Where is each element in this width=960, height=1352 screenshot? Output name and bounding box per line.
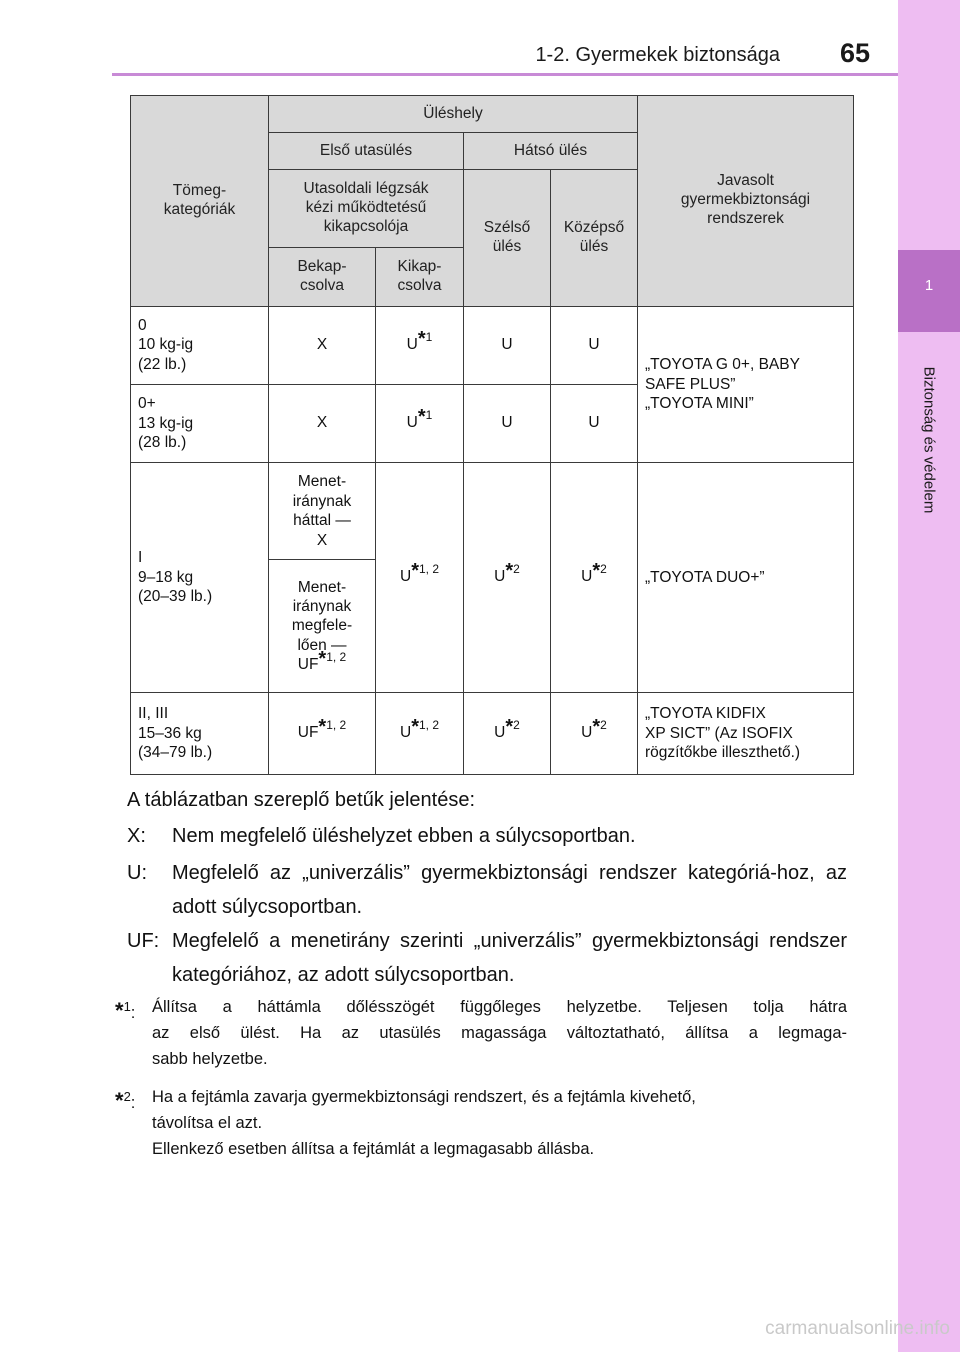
- footnote-marker: *$^1$:: [115, 998, 136, 1023]
- legend-item-x: [127, 819, 847, 853]
- watermark: carmanualsonline.info: [765, 1318, 950, 1339]
- center-seat-cell: U: [551, 306, 638, 384]
- rear-facing-cell: Menet- iránynak háttal — X: [269, 463, 376, 560]
- legend-item-uf: [127, 924, 847, 992]
- chapter-title: Biztonság és védelem: [920, 366, 938, 514]
- legend-text: Megfelelő az „univerzális” gyermekbiztonsági rendszer kategóriá-hoz, az adott súlycsoportban.: [172, 862, 847, 918]
- header-outboard-seat: Szélső ülés: [464, 170, 551, 306]
- header-rule: [112, 73, 898, 76]
- footnote-line: sabb helyzetbe.: [152, 1050, 268, 1068]
- center-seat-cell: U: [551, 384, 638, 462]
- child-restraint-compatibility-table: [130, 95, 854, 775]
- footnote-2: [115, 1084, 847, 1162]
- airbag-off-cell: U*$^{1, 2}$: [376, 463, 464, 693]
- airbag-on-cell: UF*$^{1, 2}$: [269, 692, 376, 774]
- legend-text: Megfelelő a menetirány szerinti „univerzális” gyermekbiztonsági rendszer kategóriához, az adott súlycsoportban.: [172, 930, 847, 986]
- recommended-systems-cell: „TOYOTA DUO+”: [638, 463, 854, 693]
- footnote-line: Állítsa a háttámla dőlésszögét függőleges helyzetbe. Teljesen tolja hátra: [152, 998, 847, 1016]
- footnote-1: [115, 994, 847, 1072]
- legend-text: Nem megfelelő üléshelyzet ebben a súlycsoportban.: [172, 825, 636, 847]
- outboard-seat-cell: U: [464, 306, 551, 384]
- weight-group-cell: 0+ 13 kg-ig (28 lb.): [131, 384, 269, 462]
- center-seat-cell: U*$^2$: [551, 463, 638, 693]
- table-row: [131, 463, 854, 560]
- footnote-line: távolítsa el azt.: [152, 1114, 263, 1132]
- header-airbag-off: Kikap- csolva: [376, 248, 464, 306]
- outboard-seat-cell: U*$^2$: [464, 463, 551, 693]
- footnote-marker: *$^2$:: [115, 1088, 136, 1113]
- table-row: [131, 692, 854, 774]
- footnote-line: Ha a fejtámla zavarja gyermekbiztonsági rendszert, és a fejtámla kivehető,: [152, 1088, 696, 1106]
- outboard-seat-cell: U: [464, 384, 551, 462]
- footnote-line: Ellenkező esetben állítsa a fejtámlát a legmagasabb állásba.: [152, 1140, 595, 1158]
- airbag-off-cell: U*$^{1, 2}$: [376, 692, 464, 774]
- section-title: 1-2. Gyermekek biztonsága: [535, 44, 780, 66]
- chapter-side-strip: [898, 0, 960, 1352]
- legend-code: U:: [127, 862, 147, 884]
- legend-title: A táblázatban szereplő betűk jelentése:: [127, 789, 476, 811]
- legend-item-u: [127, 856, 847, 924]
- center-seat-cell: U*$^2$: [551, 692, 638, 774]
- chapter-number-tab: 1: [898, 250, 960, 332]
- legend-code: UF:: [127, 930, 160, 952]
- outboard-seat-cell: U*$^2$: [464, 692, 551, 774]
- airbag-off-cell: U*$^1$: [376, 384, 464, 462]
- header-front-passenger-seat: Első utasülés: [269, 133, 464, 170]
- table-row: [131, 306, 854, 384]
- airbag-off-cell: U*$^1$: [376, 306, 464, 384]
- weight-group-cell: 0 10 kg-ig (22 lb.): [131, 306, 269, 384]
- airbag-on-cell: X: [269, 384, 376, 462]
- header-airbag-on: Bekap- csolva: [269, 248, 376, 306]
- header-airbag-switch: Utasoldali légzsák kézi működtetésű kikapcsolója: [269, 170, 464, 248]
- forward-facing-cell: Menet- iránynak megfele- lően — UF*$^{1, 2}$: [269, 560, 376, 692]
- weight-group-cell: I 9–18 kg (20–39 lb.): [131, 463, 269, 693]
- recommended-systems-cell: „TOYOTA KIDFIX XP SICT” (Az ISOFIX rögzítőkbe illeszthető.): [638, 692, 854, 774]
- header-center-seat: Középső ülés: [551, 170, 638, 306]
- header-seat-position: Üléshely: [269, 96, 638, 133]
- header-recommended-systems: Javasolt gyermekbiztonsági rendszerek: [638, 96, 854, 307]
- recommended-systems-cell: „TOYOTA G 0+, BABY SAFE PLUS” „TOYOTA MINI”: [638, 306, 854, 462]
- page-number: 65: [839, 38, 870, 68]
- header-rear-seat: Hátsó ülés: [464, 133, 638, 170]
- legend-code: X:: [127, 825, 146, 847]
- weight-group-cell: II, III 15–36 kg (34–79 lb.): [131, 692, 269, 774]
- footnote-line: az első ülést. Ha az utasülés magassága változtatható, állítsa a legmaga-: [152, 1024, 847, 1042]
- header-weight-group: Tömeg- kategóriák: [131, 96, 269, 307]
- airbag-on-cell: X: [269, 306, 376, 384]
